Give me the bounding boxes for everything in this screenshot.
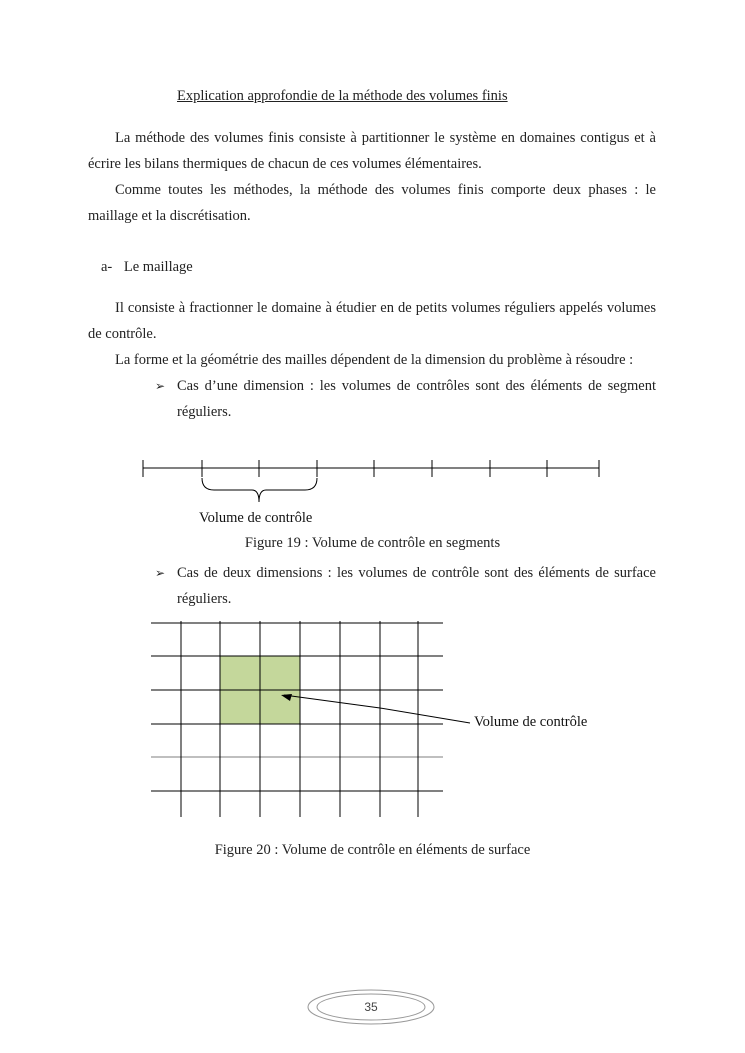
paragraph-maillage: Il consiste à fractionner le domaine à étudier en de petits volumes réguliers appelés volumes de contrôle.	[88, 300, 656, 342]
arrow-bullet-icon: ➢	[155, 566, 166, 580]
figure-19-caption: Figure 19 : Volume de contrôle en segments	[244, 535, 501, 551]
bullet-text: Cas de deux dimensions : les volumes de contrôle sont des éléments de surface réguliers.	[177, 565, 656, 607]
paragraph-forme: La forme et la géométrie des mailles dépendent de la dimension du problème à résoudre :	[115, 352, 634, 368]
bullet-text: Cas d’une dimension : les volumes de contrôles sont des éléments de segment réguliers.	[177, 378, 656, 420]
bullet-two-dimensions	[155, 560, 656, 612]
control-volume-brace	[202, 478, 317, 502]
section-marker: a-	[101, 259, 113, 275]
section-heading	[101, 254, 193, 280]
bullet-one-dimension	[155, 373, 656, 425]
figure-19-diagram	[0, 450, 745, 540]
page-number: 35	[364, 1000, 378, 1014]
figure-20-label: Volume de contrôle	[474, 714, 588, 730]
section-title: Le maillage	[123, 259, 193, 275]
paragraph-phases: Comme toutes les méthodes, la méthode des volumes finis comporte deux phases : le maillage et la discrétisation.	[88, 182, 656, 224]
arrow-bullet-icon: ➢	[155, 379, 166, 393]
figure-20-caption: Figure 20 : Volume de contrôle en éléments de surface	[214, 842, 531, 858]
figure-20-diagram	[0, 615, 745, 825]
leader-line	[284, 695, 470, 723]
page-title: Explication approfondie de la méthode des volumes finis	[177, 88, 508, 104]
figure-19-label: Volume de contrôle	[199, 510, 313, 526]
paragraph-intro: La méthode des volumes finis consiste à partitionner le système en domaines contigus et à écrire les bilans thermiques de chacun de ces volumes élémentaires.	[88, 130, 656, 172]
